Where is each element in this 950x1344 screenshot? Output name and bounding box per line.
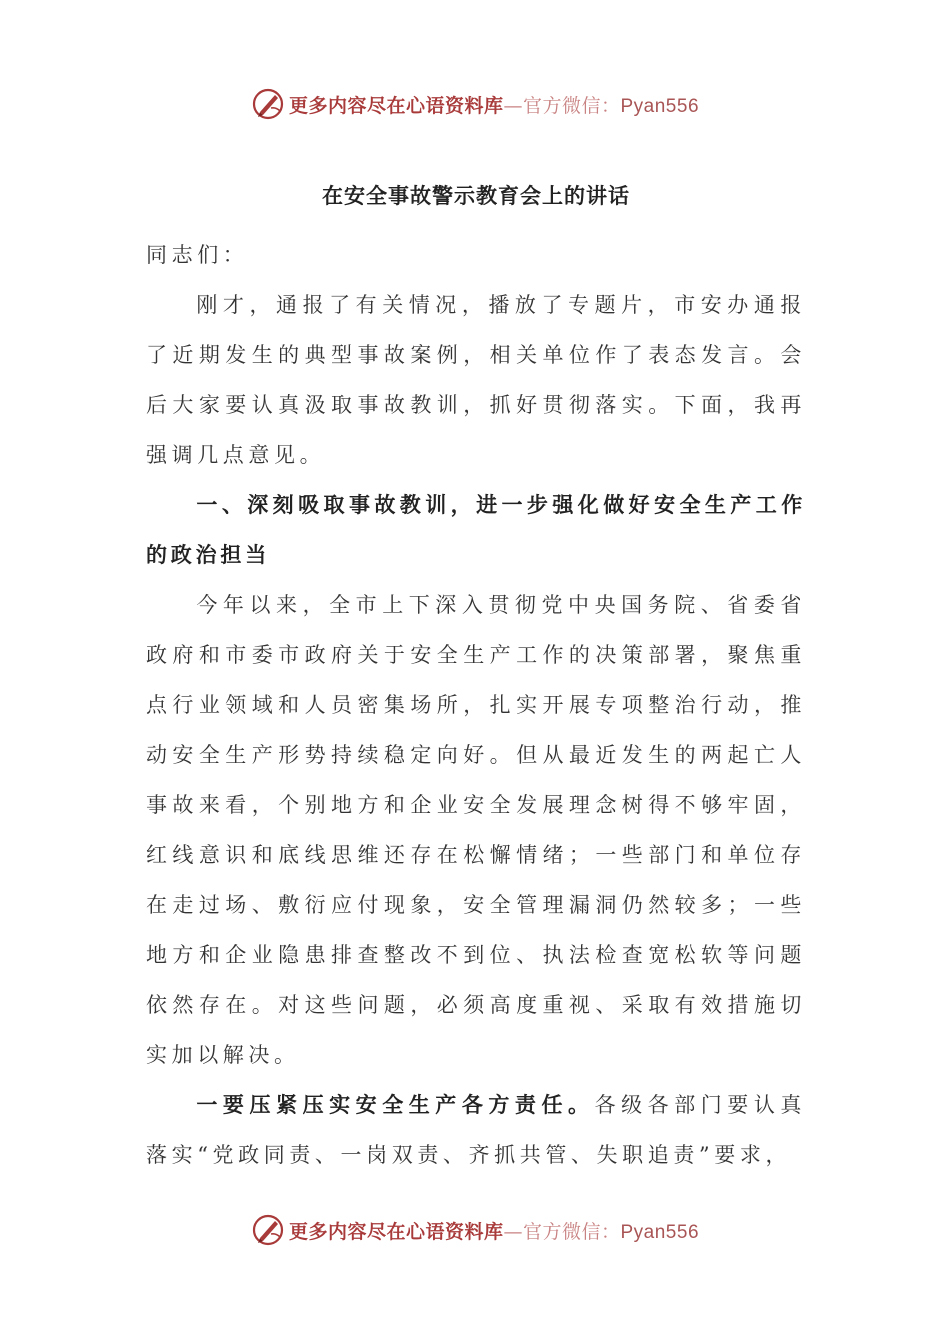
footer-watermark-banner (0, 1210, 950, 1250)
watermark-text (289, 1217, 699, 1244)
document-body (146, 170, 806, 1180)
watermark-label: 官方微信： (522, 94, 621, 117)
section-1-heading: 一、深刻吸取事故教训，进一步强化做好安全生产工作的政治担当 (146, 493, 806, 567)
watermark-account: Pyan556 (620, 1221, 700, 1243)
salutation: 同志们： (146, 243, 249, 267)
pen-logo-icon (251, 87, 285, 121)
document-title: 在安全事故警示教育会上的讲话 (322, 184, 630, 208)
watermark-dash: — (503, 1220, 523, 1243)
watermark-text (289, 91, 699, 118)
intro-paragraph: 刚才，通报了有关情况，播放了专题片，市安办通报了近期发生的典型事故案例，相关单位作了表态发言。会后大家要认真汲取事故教训，抓好贯彻落实。下面，我再强调几点意见。 (146, 293, 806, 467)
watermark-account: Pyan556 (620, 95, 700, 117)
point-1-text: 各级各部门要认真落实“党政同责、一岗双责、齐抓共管、失职追责”要求， (146, 1093, 806, 1167)
watermark-label: 官方微信： (522, 1220, 621, 1243)
watermark-dash: — (503, 94, 523, 117)
point-1-paragraph (146, 1080, 806, 1180)
point-1-lead: 一要压紧压实安全生产各方责任。 (196, 1093, 595, 1117)
watermark-brand: 更多内容尽在心语资料库 (288, 1220, 504, 1243)
watermark-brand: 更多内容尽在心语资料库 (288, 94, 504, 117)
pen-logo-icon (251, 1213, 285, 1247)
section-1-paragraph: 今年以来，全市上下深入贯彻党中央国务院、省委省政府和市委市政府关于安全生产工作的决策部署，聚焦重点行业领域和人员密集场所，扎实开展专项整治行动，推动安全生产形势持续稳定向好。但从最近发生的两起亡人事故来看，个别地方和企业安全发展理念树得不够牢固，红线意识和底线思维还存在松懈情绪；一些部门和单位存在走过场、敷衍应付现象，安全管理漏洞仍然较多；一些地方和企业隐患排查整改不到位、执法检查宽松软等问题依然存在。对这些问题，必须高度重视、采取有效措施切实加以解决。 (146, 593, 806, 1067)
header-watermark-banner (0, 84, 950, 124)
